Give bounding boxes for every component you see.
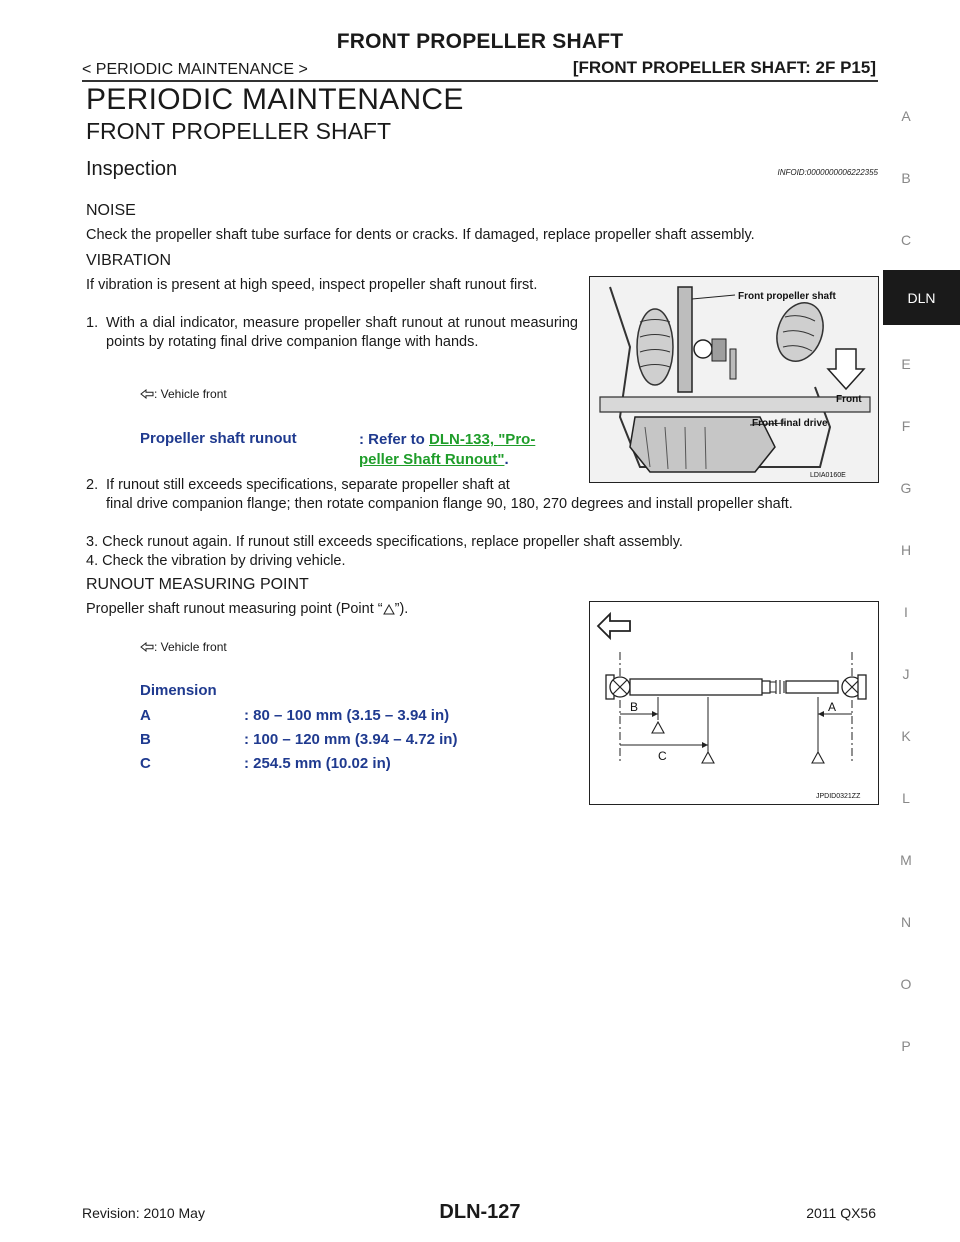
spec-value <box>359 430 535 470</box>
sidebar-letter-l[interactable]: L <box>902 790 910 806</box>
step-2-number: 2. <box>86 477 99 493</box>
vibration-title: VIBRATION <box>86 252 172 269</box>
vehicle-front-legend-2 <box>140 640 227 654</box>
vibration-intro: If vibration is present at high speed, inspect propeller shaft runout first. <box>86 277 538 293</box>
page-number: DLN-127 <box>439 1201 521 1223</box>
sidebar-letter-i[interactable]: I <box>904 604 908 620</box>
runout-point-text <box>86 600 408 619</box>
step-2-text-a: If runout still exceeds specifications, separate propeller shaft at <box>106 477 510 493</box>
sidebar-letter-m[interactable]: M <box>900 852 912 868</box>
sidebar-letter-e[interactable]: E <box>901 356 911 372</box>
sidebar-letter-n[interactable]: N <box>900 914 912 930</box>
main-heading: PERIODIC MAINTENANCE <box>86 83 464 116</box>
noise-text: Check the propeller shaft tube surface for dents or cracks. If damaged, replace propeller shaft assembly. <box>86 227 755 243</box>
sidebar-letter-k[interactable]: K <box>901 728 911 744</box>
label-front-final-drive: Front final drive <box>752 418 828 429</box>
sidebar-letter-j[interactable]: J <box>902 666 910 682</box>
spec-label: Propeller shaft runout <box>140 430 297 447</box>
runout-figure <box>589 601 879 805</box>
triangle-icon <box>383 604 395 615</box>
noise-title: NOISE <box>86 202 136 219</box>
legend-text: : Vehicle front <box>154 387 227 401</box>
sidebar-letter-b[interactable]: B <box>901 170 911 186</box>
spec-prefix: : Refer to <box>359 431 430 448</box>
propeller-shaft-diagram <box>590 277 878 482</box>
sidebar-letter-h[interactable]: H <box>900 542 912 558</box>
revision-text: Revision: 2010 May <box>82 1205 205 1221</box>
step-4-text: 4. Check the vibration by driving vehicle. <box>86 553 346 569</box>
step-1-text: With a dial indicator, measure propeller shaft runout at runout measuring points by rotating final drive companion flange with hands. <box>106 315 578 350</box>
sidebar-tab-active[interactable]: DLN <box>883 270 960 325</box>
sidebar-letter-g[interactable]: G <box>900 480 912 496</box>
info-id: INFOID:0000000006222355 <box>777 168 878 177</box>
dimension-a-key: A <box>140 707 151 724</box>
label-front-propeller-shaft: Front propeller shaft <box>738 291 836 302</box>
sidebar-letter-p[interactable]: P <box>901 1038 911 1054</box>
label-a: A <box>828 700 837 714</box>
breadcrumb: < PERIODIC MAINTENANCE > <box>82 61 308 78</box>
dimension-a-value: : 80 – 100 mm (3.15 – 3.94 in) <box>244 707 450 724</box>
shaft-dimension-diagram <box>590 602 878 804</box>
dimension-c-key: C <box>140 755 151 772</box>
underbody-figure <box>589 276 879 483</box>
step-3-text: 3. Check runout again. If runout still exceeds specifications, replace propeller shaft assembly. <box>86 534 683 550</box>
section-heading: Inspection <box>86 158 178 180</box>
legend-text: : Vehicle front <box>154 640 227 654</box>
label-front: Front <box>836 394 862 405</box>
dimension-title: Dimension <box>140 682 217 699</box>
header-rule <box>82 80 878 82</box>
runout-text-post: ”). <box>394 601 409 617</box>
figure-code: JPDID0321ZZ <box>816 793 861 800</box>
runout-text-pre: Propeller shaft runout measuring point (Point “ <box>86 601 383 617</box>
step-2-text-b: final drive companion flange; then rotate companion flange 90, 180, 270 degrees and install propeller shaft. <box>106 496 793 512</box>
subheading: FRONT PROPELLER SHAFT <box>86 118 392 144</box>
model-text: 2011 QX56 <box>806 1205 876 1221</box>
arrow-left-icon <box>140 389 154 399</box>
label-c: C <box>658 749 667 763</box>
dimension-b-value: : 100 – 120 mm (3.94 – 4.72 in) <box>244 731 458 748</box>
vehicle-front-arrow-icon <box>598 614 630 638</box>
vehicle-front-legend <box>140 387 227 401</box>
page-title: FRONT PROPELLER SHAFT <box>336 30 624 53</box>
sidebar-letter-f[interactable]: F <box>901 418 911 434</box>
step-1-number: 1. <box>86 315 99 331</box>
runout-point-title: RUNOUT MEASURING POINT <box>86 576 309 593</box>
figure-code: LDIA0160E <box>810 472 846 479</box>
arrow-left-icon <box>140 642 154 652</box>
spec-link-line-1[interactable]: DLN-133, "Pro- <box>429 431 536 448</box>
sidebar-letter-c[interactable]: C <box>900 232 912 248</box>
dimension-b-key: B <box>140 731 151 748</box>
section-reference: [FRONT PROPELLER SHAFT: 2F P15] <box>572 58 876 77</box>
spec-link-line-2[interactable]: peller Shaft Runout" <box>359 451 505 468</box>
dimension-c-value: : 254.5 mm (10.02 in) <box>244 755 391 772</box>
spec-suffix: . <box>504 451 509 468</box>
sidebar-letter-o[interactable]: O <box>900 976 912 992</box>
label-b: B <box>630 700 639 714</box>
sidebar-letter-a[interactable]: A <box>901 108 911 124</box>
